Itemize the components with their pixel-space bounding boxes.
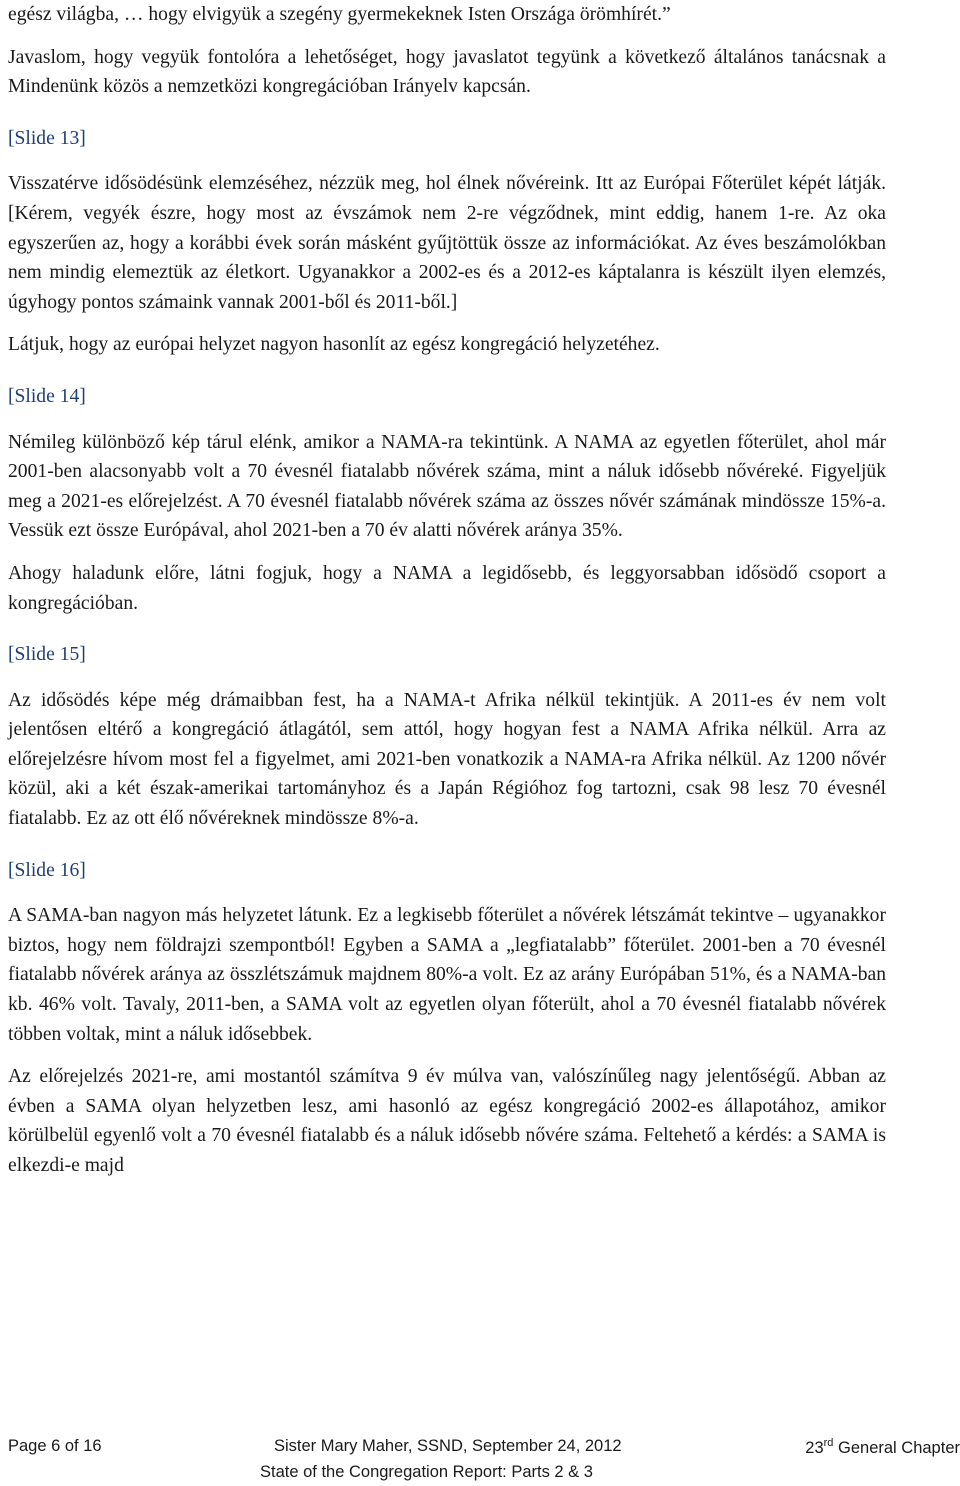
slide-heading: [Slide 13] (8, 127, 86, 149)
slide-heading: [Slide 16] (8, 859, 86, 881)
footer-chapter (805, 1437, 960, 1458)
slide-heading: [Slide 15] (8, 644, 86, 666)
footer-author: Sister Mary Maher, SSND, September 24, 2012 (274, 1437, 622, 1455)
page-footer (8, 1434, 960, 1486)
document-body (8, 0, 886, 1181)
page-number: Page 6 of 16 (8, 1437, 102, 1455)
paragraph: Némileg különböző kép tárul elénk, amikor a NAMA-ra tekintünk. A NAMA az egyetlen főterület, ahol már 2001-ben alacsonyabb volt a 70 évesnél fiatalabb nővérek száma, mint a náluk idősebb nővéreké. Figyeljük meg a 2021-es előrejelzést. A 70 évesnél fiatalabb nővérek száma az összes nővér számának mindössze 15%-a. Vessük ezt össze Európával, ahol 2021-ben a 70 év alatti nővérek aránya 35%. (8, 431, 886, 542)
footer-row (8, 1434, 960, 1460)
paragraph: Az idősödés képe még drámaibban fest, ha a NAMA-t Afrika nélkül tekintjük. A 2011-es év nem volt jelentősen eltérő a kongregáció átlagától, sem attól, hogy hogyan fest a NAMA Afrika nélkül. Arra az előrejelzésre hívom most fel a figyelmet, ami 2021-ben vonatkozik a NAMA-ra Afrika nélkül. Az 1200 nővér közül, aki a két észak-amerikai tartományhoz és a Japán Régióhoz fog tartozni, csak 98 lesz 70 évesnél fiatalabb. Ez az ott élő nővéreknek mindössze 8%-a. (8, 689, 886, 830)
slide-heading: [Slide 14] (8, 385, 86, 407)
paragraph: Ahogy haladunk előre, látni fogjuk, hogy a NAMA a legidősebb, és leggyorsabban idősödő csoport a kongregációban. (8, 562, 886, 614)
chapter-ordinal: rd (823, 1437, 834, 1449)
chapter-label: General Chapter (833, 1439, 960, 1457)
paragraph: egész világba, … hogy elvigyük a szegény gyermekeknek Isten Országa örömhírét.” (8, 4, 671, 25)
paragraph: Látjuk, hogy az európai helyzet nagyon hasonlít az egész kongregáció helyzetéhez. (8, 334, 660, 356)
chapter-number: 23 (805, 1439, 824, 1457)
paragraph: A SAMA-ban nagyon más helyzetet látunk. Ez a legkisebb főterület a nővérek létszámát tekintve – ugyanakkor biztos, hogy nem földrajzi szempontból! Egyben a SAMA a „legfiatalabb” főterület. 2001-ben a 70 évesnél fiatalabb nővérek aránya az összlétszámuk majdnem 80%-a volt. Ez az arány Európában 51%, és a NAMA-ban kb. 46% volt. Tavaly, 2011-ben, a SAMA volt az egyetlen olyan főterült, ahol a 70 évesnél fiatalabb nővérek többen voltak, mint a náluk idősebbek. (8, 905, 886, 1045)
footer-report-title: State of the Congregation Report: Parts 2 & 3 (260, 1463, 593, 1481)
paragraph: Az előrejelzés 2021-re, ami mostantól számítva 9 év múlva van, valószínűleg nagy jelentőségű. Abban az évben a SAMA olyan helyzetben lesz, ami hasonló az egész kongregáció 2002-es állapotához, amikor körülbelül egyenlő volt a 70 évesnél fiatalabb és a náluk idősebb nővére száma. Feltehető a kérdés: a SAMA is elkezdi-e majd (8, 1066, 886, 1176)
paragraph: Visszatérve idősödésünk elemzéséhez, nézzük meg, hol élnek nővéreink. Itt az Európai Főterület képét látják. [Kérem, vegyék észre, hogy most az évszámok nem 2-re végződnek, mint eddig, hanem 1-re. Az oka egyszerűen az, hogy a korábbi évek során másként gyűjtöttük össze az információkat. Az éves beszámolókban nem mindig elemeztük az életkort. Ugyanakkor a 2002-es és a 2012-es káptalanra is készült ilyen elemzés, úgyhogy pontos számaink vannak 2001-ből és 2011-ből.] (8, 173, 886, 313)
paragraph: Javaslom, hogy vegyük fontolóra a lehetőséget, hogy javaslatot tegyünk a következő általános tanácsnak a Mindenünk közös a nemzetközi kongregációban Irányelv kapcsán. (8, 46, 886, 98)
